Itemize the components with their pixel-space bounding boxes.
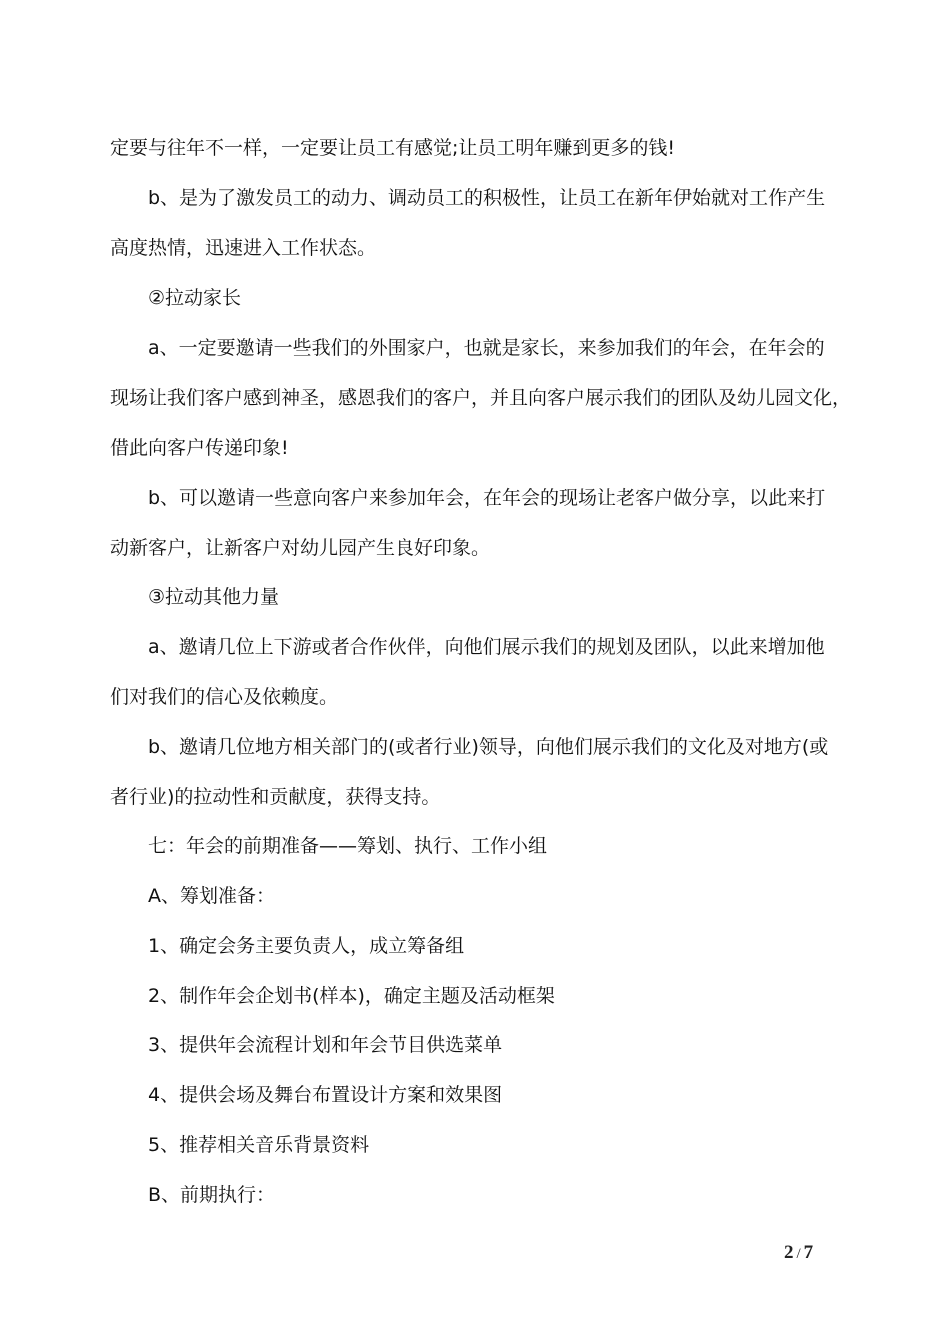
section-heading: ②拉动家长 — [148, 287, 242, 309]
paragraph-line: a、邀请几位上下游或者合作伙伴，向他们展示我们的规划及团队，以此来增加他 — [148, 636, 825, 658]
paragraph-line: 定要与往年不一样，一定要让员工有感觉;让员工明年赚到更多的钱! — [110, 137, 676, 159]
current-page-number: 2 — [784, 1242, 794, 1263]
paragraph-line: b、邀请几位地方相关部门的(或者行业)领导，向他们展示我们的文化及对地方(或 — [148, 736, 829, 758]
list-item: 1、确定会务主要负责人，成立筹备组 — [148, 935, 465, 957]
paragraph-line: b、是为了激发员工的动力、调动员工的积极性，让员工在新年伊始就对工作产生 — [148, 187, 826, 209]
page-number — [784, 1242, 813, 1264]
subsection-heading: A、筹划准备： — [148, 885, 275, 907]
paragraph-line: 高度热情，迅速进入工作状态。 — [110, 237, 377, 259]
paragraph-line: 者行业)的拉动性和贡献度，获得支持。 — [110, 786, 441, 808]
page-separator: / — [796, 1246, 801, 1262]
list-item: 5、推荐相关音乐背景资料 — [148, 1134, 370, 1156]
list-item: 2、制作年会企划书(样本)，确定主题及活动框架 — [148, 985, 555, 1007]
paragraph-line: 借此向客户传递印象! — [110, 437, 289, 459]
total-pages-number: 7 — [803, 1242, 814, 1263]
list-item: 3、提供年会流程计划和年会节目供选菜单 — [148, 1034, 503, 1056]
subsection-heading: B、前期执行： — [148, 1184, 276, 1206]
paragraph-line: 现场让我们客户感到神圣，感恩我们的客户，并且向客户展示我们的团队及幼儿园文化， — [110, 387, 852, 409]
paragraph-line: a、一定要邀请一些我们的外围家户，也就是家长，来参加我们的年会，在年会的 — [148, 337, 825, 359]
list-item: 4、提供会场及舞台布置设计方案和效果图 — [148, 1084, 503, 1106]
paragraph-line: 们对我们的信心及依赖度。 — [110, 686, 339, 708]
section-heading: 七：年会的前期准备——筹划、执行、工作小组 — [148, 835, 548, 857]
section-heading: ③拉动其他力量 — [148, 586, 280, 608]
paragraph-line: 动新客户，让新客户对幼儿园产生良好印象。 — [110, 537, 491, 559]
paragraph-line: b、可以邀请一些意向客户来参加年会，在年会的现场让老客户做分享，以此来打 — [148, 487, 826, 509]
